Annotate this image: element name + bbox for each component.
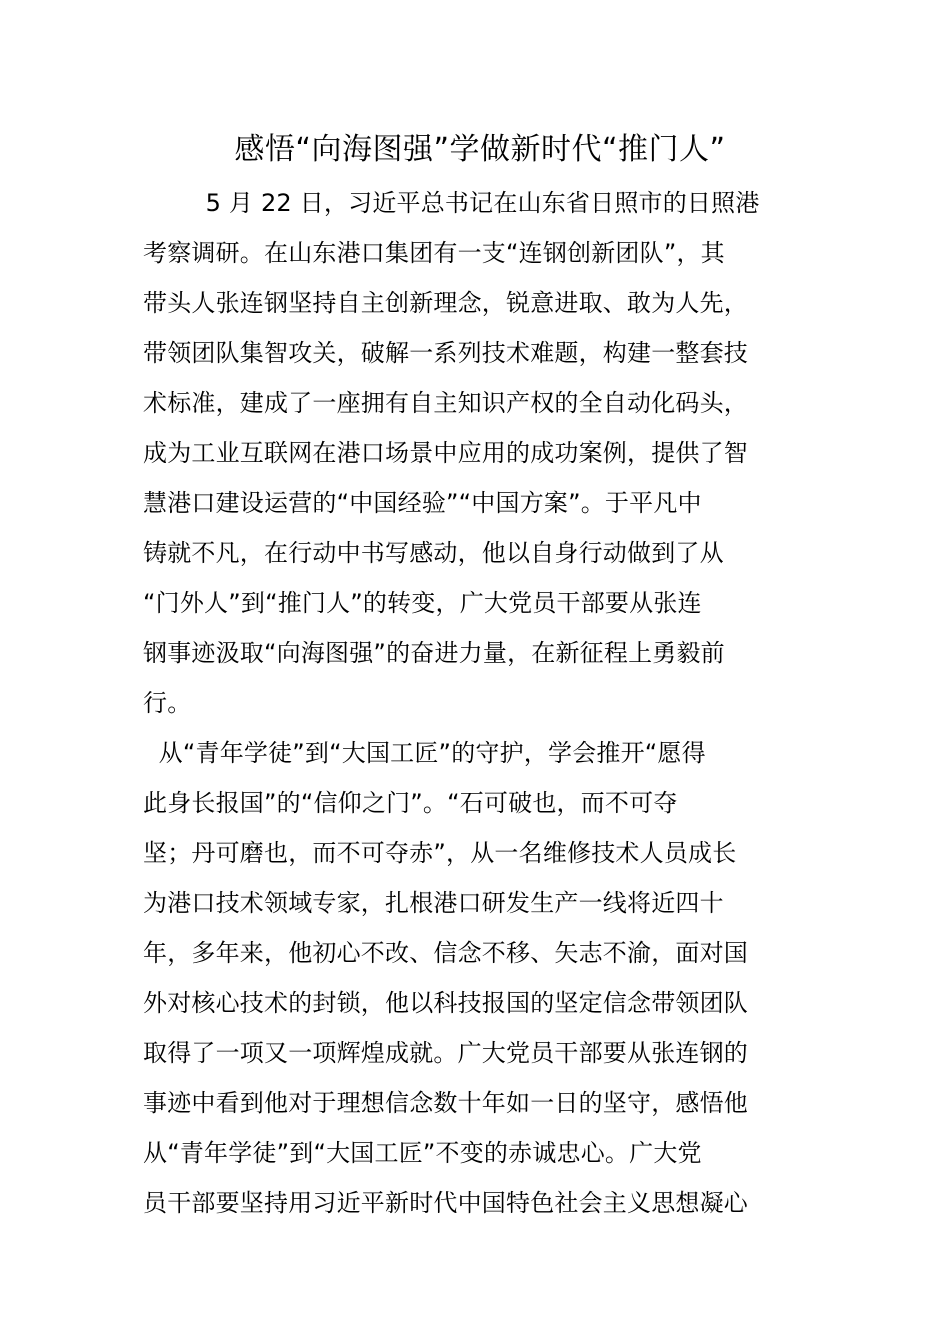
paragraph-line: 慧港口建设运营的“中国经验”“中国方案”。于平凡中 [143, 489, 702, 517]
paragraph-line: “门外人”到“推门人”的转变，广大党员干部要从张连 [143, 589, 702, 617]
paragraph-line: 员干部要坚持用习近平新时代中国特色社会主义思想凝心 [143, 1189, 748, 1217]
paragraph-line: 行。 [143, 689, 192, 717]
paragraph-line: 取得了一项又一项辉煌成就。广大党员干部要从张连钢的 [143, 1039, 748, 1067]
paragraph-line: 年，多年来，他初心不改、信念不移、矢志不渝，面对国 [143, 939, 748, 967]
document-title: 感悟“向海图强”学做新时代“推门人” [234, 132, 726, 167]
paragraph-line: 从“青年学徒”到“大国工匠”不变的赤诚忠心。广大党 [143, 1139, 702, 1167]
paragraph-line: 为港口技术领域专家，扎根港口研发生产一线将近四十 [143, 889, 724, 917]
paragraph-line: 术标准，建成了一座拥有自主知识产权的全自动化码头， [143, 389, 748, 417]
paragraph-line: 带领团队集智攻关，破解一系列技术难题，构建一整套技 [143, 339, 748, 367]
paragraph-line: 外对核心技术的封锁，他以科技报国的坚定信念带领团队 [143, 989, 748, 1017]
paragraph-line: 成为工业互联网在港口场景中应用的成功案例，提供了智 [143, 439, 748, 467]
paragraph-line: 考察调研。在山东港口集团有一支“连钢创新团队”，其 [143, 239, 725, 267]
paragraph-line: 事迹中看到他对于理想信念数十年如一日的坚守，感悟他 [143, 1089, 748, 1117]
paragraph-line: 带头人张连钢坚持自主创新理念，锐意进取、敢为人先， [143, 289, 748, 317]
document-body [143, 178, 811, 1228]
paragraph-line: 钢事迹汲取“向海图强”的奋进力量，在新征程上勇毅前 [143, 639, 725, 667]
paragraph-line: 坚；丹可磨也，而不可夺赤”，从一名维修技术人员成长 [143, 839, 737, 867]
paragraph-line: 从“青年学徒”到“大国工匠”的守护，学会推开“愿得 [143, 739, 706, 767]
paragraph-line: 5 月 22 日，习近平总书记在山东省日照市的日照港 [143, 189, 760, 217]
paragraph-line: 铸就不凡，在行动中书写感动，他以自身行动做到了从 [143, 539, 724, 567]
paragraph-line: 此身长报国”的“信仰之门”。“石可破也，而不可夺 [143, 789, 678, 817]
